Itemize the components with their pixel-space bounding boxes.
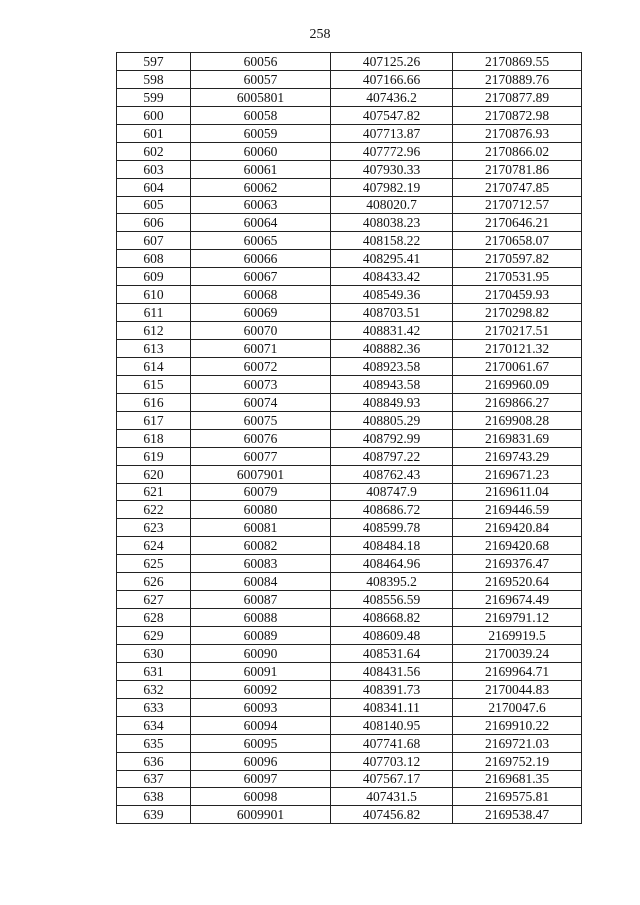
row-index-cell: 618 — [117, 429, 191, 447]
table-row — [117, 340, 582, 358]
table-row — [117, 555, 582, 573]
table-row — [117, 698, 582, 716]
row-index-cell: 613 — [117, 340, 191, 358]
x-coordinate-cell: 408943.58 — [331, 375, 453, 393]
row-index-cell: 633 — [117, 698, 191, 716]
point-id-cell: 60060 — [191, 142, 331, 160]
y-coordinate-cell: 2169575.81 — [453, 788, 582, 806]
row-index-cell: 598 — [117, 70, 191, 88]
table-row — [117, 609, 582, 627]
y-coordinate-cell: 2169681.35 — [453, 770, 582, 788]
y-coordinate-cell: 2170872.98 — [453, 106, 582, 124]
row-index-cell: 619 — [117, 447, 191, 465]
y-coordinate-cell: 2170531.95 — [453, 268, 582, 286]
point-id-cell: 60083 — [191, 555, 331, 573]
x-coordinate-cell: 407436.2 — [331, 88, 453, 106]
x-coordinate-cell: 407547.82 — [331, 106, 453, 124]
y-coordinate-cell: 2170747.85 — [453, 178, 582, 196]
point-id-cell: 60073 — [191, 375, 331, 393]
table-row — [117, 465, 582, 483]
point-id-cell: 60063 — [191, 196, 331, 214]
x-coordinate-cell: 408762.43 — [331, 465, 453, 483]
table-row — [117, 250, 582, 268]
table-row — [117, 483, 582, 501]
row-index-cell: 636 — [117, 752, 191, 770]
point-id-cell: 60091 — [191, 662, 331, 680]
x-coordinate-cell: 408391.73 — [331, 680, 453, 698]
point-id-cell: 60094 — [191, 716, 331, 734]
y-coordinate-cell: 2169831.69 — [453, 429, 582, 447]
x-coordinate-cell: 408686.72 — [331, 501, 453, 519]
row-index-cell: 599 — [117, 88, 191, 106]
x-coordinate-cell: 408395.2 — [331, 573, 453, 591]
point-id-cell: 60059 — [191, 124, 331, 142]
x-coordinate-cell: 408556.59 — [331, 591, 453, 609]
row-index-cell: 604 — [117, 178, 191, 196]
point-id-cell: 60056 — [191, 53, 331, 71]
row-index-cell: 603 — [117, 160, 191, 178]
point-id-cell: 60092 — [191, 680, 331, 698]
row-index-cell: 608 — [117, 250, 191, 268]
table-row — [117, 268, 582, 286]
row-index-cell: 638 — [117, 788, 191, 806]
table-row — [117, 662, 582, 680]
row-index-cell: 637 — [117, 770, 191, 788]
y-coordinate-cell: 2170061.67 — [453, 357, 582, 375]
y-coordinate-cell: 2169964.71 — [453, 662, 582, 680]
point-id-cell: 60076 — [191, 429, 331, 447]
x-coordinate-cell: 407125.26 — [331, 53, 453, 71]
x-coordinate-cell: 408703.51 — [331, 304, 453, 322]
row-index-cell: 614 — [117, 357, 191, 375]
table-row — [117, 627, 582, 645]
table-row — [117, 447, 582, 465]
point-id-cell: 60084 — [191, 573, 331, 591]
point-id-cell: 60095 — [191, 734, 331, 752]
x-coordinate-cell: 408831.42 — [331, 322, 453, 340]
y-coordinate-cell: 2170658.07 — [453, 232, 582, 250]
x-coordinate-cell: 407982.19 — [331, 178, 453, 196]
table-row — [117, 375, 582, 393]
table-row — [117, 393, 582, 411]
table-row — [117, 357, 582, 375]
y-coordinate-cell: 2169611.04 — [453, 483, 582, 501]
x-coordinate-cell: 408140.95 — [331, 716, 453, 734]
coordinates-table-body — [117, 53, 582, 824]
table-row — [117, 124, 582, 142]
row-index-cell: 615 — [117, 375, 191, 393]
y-coordinate-cell: 2169866.27 — [453, 393, 582, 411]
table-row — [117, 304, 582, 322]
point-id-cell: 60062 — [191, 178, 331, 196]
table-row — [117, 716, 582, 734]
x-coordinate-cell: 408484.18 — [331, 537, 453, 555]
row-index-cell: 623 — [117, 519, 191, 537]
y-coordinate-cell: 2170876.93 — [453, 124, 582, 142]
table-row — [117, 501, 582, 519]
x-coordinate-cell: 407741.68 — [331, 734, 453, 752]
row-index-cell: 610 — [117, 286, 191, 304]
point-id-cell: 60061 — [191, 160, 331, 178]
x-coordinate-cell: 407930.33 — [331, 160, 453, 178]
row-index-cell: 597 — [117, 53, 191, 71]
table-row — [117, 286, 582, 304]
point-id-cell: 60057 — [191, 70, 331, 88]
point-id-cell: 60079 — [191, 483, 331, 501]
x-coordinate-cell: 408599.78 — [331, 519, 453, 537]
y-coordinate-cell: 2169752.19 — [453, 752, 582, 770]
x-coordinate-cell: 408882.36 — [331, 340, 453, 358]
y-coordinate-cell: 2170877.89 — [453, 88, 582, 106]
row-index-cell: 609 — [117, 268, 191, 286]
x-coordinate-cell: 408341.11 — [331, 698, 453, 716]
table-row — [117, 106, 582, 124]
row-index-cell: 605 — [117, 196, 191, 214]
row-index-cell: 601 — [117, 124, 191, 142]
row-index-cell: 629 — [117, 627, 191, 645]
point-id-cell: 60098 — [191, 788, 331, 806]
y-coordinate-cell: 2170866.02 — [453, 142, 582, 160]
row-index-cell: 600 — [117, 106, 191, 124]
point-id-cell: 60071 — [191, 340, 331, 358]
x-coordinate-cell: 408805.29 — [331, 411, 453, 429]
point-id-cell: 60064 — [191, 214, 331, 232]
point-id-cell: 60067 — [191, 268, 331, 286]
x-coordinate-cell: 407567.17 — [331, 770, 453, 788]
table-row — [117, 429, 582, 447]
row-index-cell: 606 — [117, 214, 191, 232]
y-coordinate-cell: 2169908.28 — [453, 411, 582, 429]
y-coordinate-cell: 2169376.47 — [453, 555, 582, 573]
y-coordinate-cell: 2170044.83 — [453, 680, 582, 698]
point-id-cell: 60077 — [191, 447, 331, 465]
point-id-cell: 60096 — [191, 752, 331, 770]
point-id-cell: 60097 — [191, 770, 331, 788]
table-row — [117, 160, 582, 178]
table-row — [117, 411, 582, 429]
y-coordinate-cell: 2169721.03 — [453, 734, 582, 752]
row-index-cell: 628 — [117, 609, 191, 627]
x-coordinate-cell: 408531.64 — [331, 644, 453, 662]
y-coordinate-cell: 2170781.86 — [453, 160, 582, 178]
point-id-cell: 60070 — [191, 322, 331, 340]
row-index-cell: 634 — [117, 716, 191, 734]
x-coordinate-cell: 407713.87 — [331, 124, 453, 142]
x-coordinate-cell: 408433.42 — [331, 268, 453, 286]
table-row — [117, 573, 582, 591]
point-id-cell: 60065 — [191, 232, 331, 250]
point-id-cell: 60080 — [191, 501, 331, 519]
point-id-cell: 6009901 — [191, 806, 331, 824]
table-row — [117, 196, 582, 214]
y-coordinate-cell: 2169538.47 — [453, 806, 582, 824]
table-row — [117, 232, 582, 250]
y-coordinate-cell: 2170039.24 — [453, 644, 582, 662]
table-row — [117, 322, 582, 340]
y-coordinate-cell: 2170459.93 — [453, 286, 582, 304]
y-coordinate-cell: 2170298.82 — [453, 304, 582, 322]
y-coordinate-cell: 2169919.5 — [453, 627, 582, 645]
table-row — [117, 591, 582, 609]
row-index-cell: 616 — [117, 393, 191, 411]
row-index-cell: 620 — [117, 465, 191, 483]
table-row — [117, 178, 582, 196]
x-coordinate-cell: 408797.22 — [331, 447, 453, 465]
y-coordinate-cell: 2170597.82 — [453, 250, 582, 268]
table-row — [117, 770, 582, 788]
y-coordinate-cell: 2170121.32 — [453, 340, 582, 358]
y-coordinate-cell: 2170712.57 — [453, 196, 582, 214]
y-coordinate-cell: 2170047.6 — [453, 698, 582, 716]
point-id-cell: 60072 — [191, 357, 331, 375]
row-index-cell: 632 — [117, 680, 191, 698]
point-id-cell: 60074 — [191, 393, 331, 411]
table-row — [117, 644, 582, 662]
x-coordinate-cell: 408792.99 — [331, 429, 453, 447]
row-index-cell: 635 — [117, 734, 191, 752]
y-coordinate-cell: 2169446.59 — [453, 501, 582, 519]
row-index-cell: 602 — [117, 142, 191, 160]
row-index-cell: 607 — [117, 232, 191, 250]
y-coordinate-cell: 2169910.22 — [453, 716, 582, 734]
point-id-cell: 60058 — [191, 106, 331, 124]
table-row — [117, 734, 582, 752]
x-coordinate-cell: 408549.36 — [331, 286, 453, 304]
row-index-cell: 639 — [117, 806, 191, 824]
point-id-cell: 60066 — [191, 250, 331, 268]
row-index-cell: 612 — [117, 322, 191, 340]
table-row — [117, 537, 582, 555]
row-index-cell: 622 — [117, 501, 191, 519]
x-coordinate-cell: 407703.12 — [331, 752, 453, 770]
row-index-cell: 631 — [117, 662, 191, 680]
x-coordinate-cell: 408923.58 — [331, 357, 453, 375]
point-id-cell: 60082 — [191, 537, 331, 555]
x-coordinate-cell: 408849.93 — [331, 393, 453, 411]
table-row — [117, 519, 582, 537]
coordinates-table — [116, 52, 582, 824]
y-coordinate-cell: 2169420.84 — [453, 519, 582, 537]
y-coordinate-cell: 2170889.76 — [453, 70, 582, 88]
row-index-cell: 626 — [117, 573, 191, 591]
point-id-cell: 60087 — [191, 591, 331, 609]
x-coordinate-cell: 408431.56 — [331, 662, 453, 680]
x-coordinate-cell: 408038.23 — [331, 214, 453, 232]
x-coordinate-cell: 407431.5 — [331, 788, 453, 806]
x-coordinate-cell: 408609.48 — [331, 627, 453, 645]
point-id-cell: 60075 — [191, 411, 331, 429]
point-id-cell: 60089 — [191, 627, 331, 645]
x-coordinate-cell: 408668.82 — [331, 609, 453, 627]
y-coordinate-cell: 2169520.64 — [453, 573, 582, 591]
table-row — [117, 88, 582, 106]
row-index-cell: 617 — [117, 411, 191, 429]
x-coordinate-cell: 407456.82 — [331, 806, 453, 824]
point-id-cell: 60093 — [191, 698, 331, 716]
table-row — [117, 680, 582, 698]
table-row — [117, 788, 582, 806]
y-coordinate-cell: 2170217.51 — [453, 322, 582, 340]
y-coordinate-cell: 2169674.49 — [453, 591, 582, 609]
x-coordinate-cell: 408295.41 — [331, 250, 453, 268]
table-row — [117, 142, 582, 160]
x-coordinate-cell: 407166.66 — [331, 70, 453, 88]
row-index-cell: 625 — [117, 555, 191, 573]
row-index-cell: 621 — [117, 483, 191, 501]
row-index-cell: 624 — [117, 537, 191, 555]
row-index-cell: 627 — [117, 591, 191, 609]
y-coordinate-cell: 2169420.68 — [453, 537, 582, 555]
table-row — [117, 53, 582, 71]
y-coordinate-cell: 2169743.29 — [453, 447, 582, 465]
y-coordinate-cell: 2169671.23 — [453, 465, 582, 483]
point-id-cell: 60090 — [191, 644, 331, 662]
y-coordinate-cell: 2169960.09 — [453, 375, 582, 393]
point-id-cell: 60081 — [191, 519, 331, 537]
table-row — [117, 806, 582, 824]
x-coordinate-cell: 408158.22 — [331, 232, 453, 250]
table-row — [117, 70, 582, 88]
point-id-cell: 60088 — [191, 609, 331, 627]
y-coordinate-cell: 2170869.55 — [453, 53, 582, 71]
point-id-cell: 60069 — [191, 304, 331, 322]
page-number: 258 — [309, 27, 331, 42]
row-index-cell: 611 — [117, 304, 191, 322]
y-coordinate-cell: 2170646.21 — [453, 214, 582, 232]
x-coordinate-cell: 408464.96 — [331, 555, 453, 573]
table-row — [117, 752, 582, 770]
point-id-cell: 6005801 — [191, 88, 331, 106]
point-id-cell: 60068 — [191, 286, 331, 304]
x-coordinate-cell: 408020.7 — [331, 196, 453, 214]
x-coordinate-cell: 408747.9 — [331, 483, 453, 501]
y-coordinate-cell: 2169791.12 — [453, 609, 582, 627]
point-id-cell: 6007901 — [191, 465, 331, 483]
x-coordinate-cell: 407772.96 — [331, 142, 453, 160]
table-row — [117, 214, 582, 232]
row-index-cell: 630 — [117, 644, 191, 662]
